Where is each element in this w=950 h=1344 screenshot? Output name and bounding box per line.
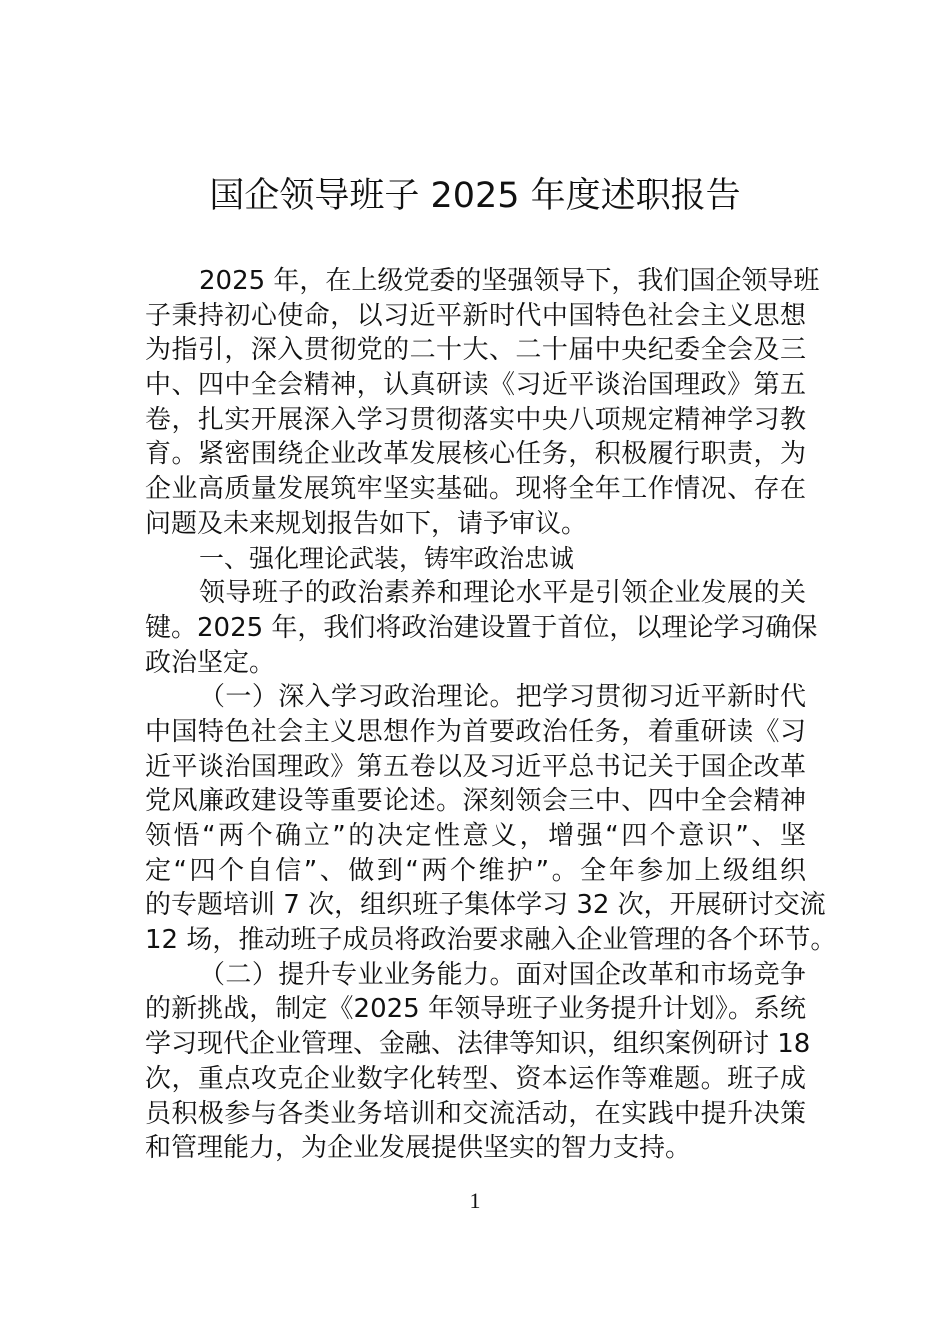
text-line: 近平谈治国理政》第五卷以及习近平总书记关于国企改革 bbox=[145, 751, 806, 782]
text-line: 企业高质量发展筑牢坚实基础。现将全年工作情况、存在 bbox=[145, 474, 806, 505]
text-line: 为指引，深入贯彻党的二十大、二十届中央纪委全会及三 bbox=[145, 335, 806, 366]
paragraph bbox=[145, 958, 811, 1166]
text-line: 的新挑战，制定《2025 年领导班子业务提升计划》。系统 bbox=[145, 994, 806, 1025]
text-line: 的专题培训 7 次，组织班子集体学习 32 次，开展研讨交流 bbox=[145, 890, 826, 921]
text-line: 子秉持初心使命，以习近平新时代中国特色社会主义思想 bbox=[145, 300, 806, 331]
document-title: 国企领导班子 2025 年度述职报告 bbox=[209, 176, 741, 216]
text-line: 卷，扎实开展深入学习贯彻落实中央八项规定精神学习教 bbox=[145, 404, 806, 435]
text-line: 领导班子的政治素养和理论水平是引领企业发展的关 bbox=[199, 578, 806, 609]
text-line: 2025 年，在上级党委的坚强领导下，我们国企领导班 bbox=[199, 266, 820, 296]
text-line: 和管理能力，为企业发展提供坚实的智力支持。 bbox=[145, 1133, 692, 1164]
text-line: 政治坚定。 bbox=[145, 647, 276, 678]
text-line: 中国特色社会主义思想作为首要政治任务，着重研读《习 bbox=[145, 716, 806, 747]
paragraph bbox=[145, 576, 818, 680]
text-line: 党风廉政建设等重要论述。深刻领会三中、四中全会精神 bbox=[145, 786, 806, 817]
paragraph bbox=[145, 264, 820, 542]
text-line: 问题及未来规划报告如下，请予审议。 bbox=[145, 508, 588, 539]
text-line: 学习现代企业管理、金融、法律等知识，组织案例研讨 18 bbox=[145, 1029, 811, 1060]
text-line: 一、强化理论武装，铸牢政治忠诚 bbox=[199, 543, 575, 573]
page-number: 1 bbox=[469, 1188, 481, 1213]
text-line: 12 场，推动班子成员将政治要求融入企业管理的各个环节。 bbox=[145, 925, 837, 956]
document-body bbox=[145, 264, 837, 1166]
text-line: 次，重点攻克企业数字化转型、资本运作等难题。班子成 bbox=[145, 1063, 806, 1094]
text-line: 育。紧密围绕企业改革发展核心任务，积极履行职责，为 bbox=[145, 439, 806, 470]
text-line: 员积极参与各类业务培训和交流活动，在实践中提升决策 bbox=[145, 1098, 806, 1129]
section-heading bbox=[145, 542, 806, 577]
text-line: 定“四个自信”、做到“两个维护”。全年参加上级组织 bbox=[145, 855, 806, 886]
text-line: （二）提升专业业务能力。面对国企改革和市场竞争 bbox=[199, 959, 806, 990]
text-line: 领悟“两个确立”的决定性意义，增强“四个意识”、坚 bbox=[145, 821, 806, 851]
paragraph bbox=[145, 680, 837, 958]
text-line: 键。2025 年，我们将政治建设置于首位，以理论学习确保 bbox=[145, 612, 818, 643]
text-line: 中、四中全会精神，认真研读《习近平谈治国理政》第五 bbox=[145, 370, 806, 401]
text-line: （一）深入学习政治理论。把学习贯彻习近平新时代 bbox=[199, 682, 806, 713]
